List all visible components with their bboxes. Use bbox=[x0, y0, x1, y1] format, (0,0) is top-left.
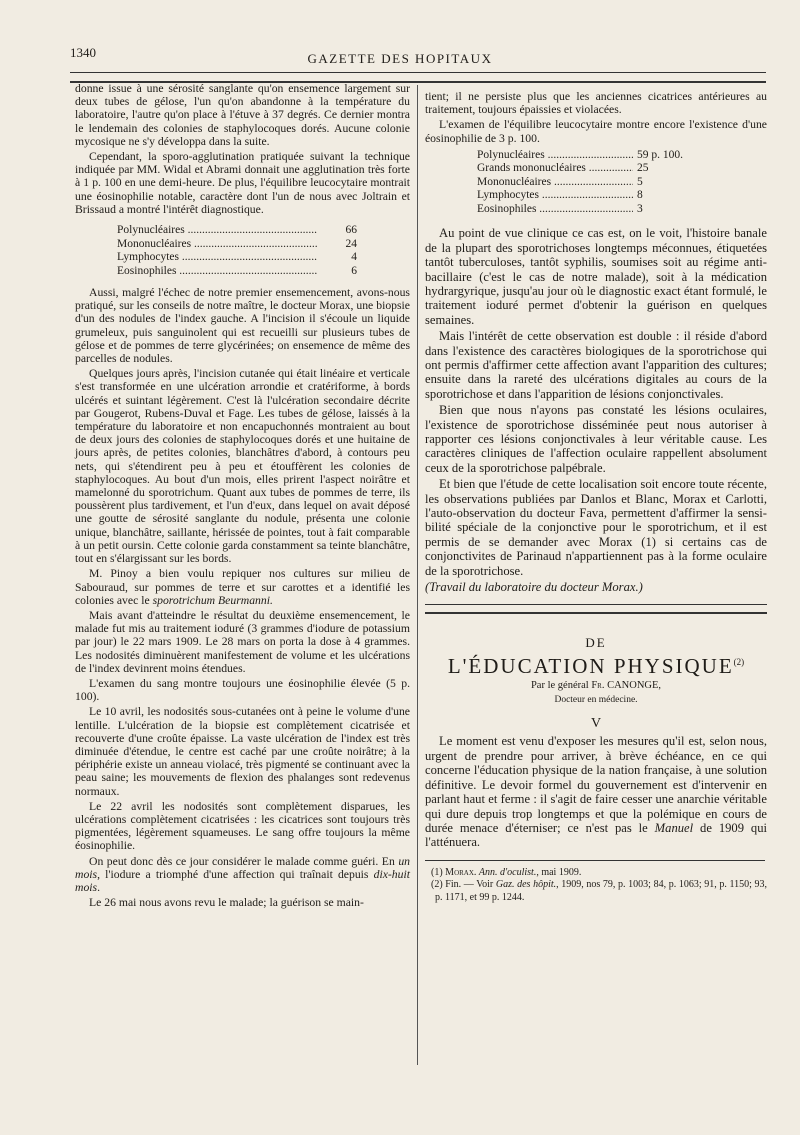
paragraph: donne issue à une sérosité sanglante qu'on ensemence largement sur deux tubes de gélose, l'un qu'on abandonne à la température du laboratoire, l'autre qu'on place à l'étuve à 37 degrés. Ce dernier montra le lendemain des colonies de staphylocoques dorés. Aucune colonie mycosique ne s'y développa dans la suite. bbox=[75, 82, 410, 148]
leucocyte-table-2 bbox=[477, 149, 707, 217]
table-row: Grands mononucléaires ..... 25 bbox=[477, 162, 707, 176]
table-row: Eosinophiles ..... 6 bbox=[117, 265, 357, 279]
table-row: Lymphocytes ..... 4 bbox=[117, 251, 357, 265]
left-column bbox=[75, 82, 410, 911]
paragraph: Le 22 avril les nodosités sont complètement disparues, les ulcérations complètement cicatrisées : les cicatrices sont toujours très pigmentées, légèrement squameuses. Le sang offre toujours la même éosinophilie. bbox=[75, 799, 410, 853]
paragraph: Au point de vue clinique ce cas est, on le voit, l'histoire banale de la plupart des sporotrichoses longtemps méconnues, étiquetées tantôt tuberculoses, tantôt syphilis, soumises soit au régime antibacillaire (c'est le cas de notre malade), soit à la médication hydrargyrique, jusqu'au jour où le diagnostic exact étant formulé, le traitement ioduré permet d'obtenir la guérison en quelques semaines. bbox=[425, 226, 767, 327]
article-credit: (Travail du laboratoire du docteur Morax.) bbox=[425, 580, 643, 595]
article-kicker: DE bbox=[585, 635, 607, 651]
paragraph: On peut donc dès ce jour considérer le malade comme guéri. En un mois, l'iodure a triomphé d'une affection qui traînait depuis dix-huit mois. bbox=[75, 854, 410, 894]
article-title: L'ÉDUCATION PHYSIQUE$^{(2)}$ bbox=[447, 653, 745, 678]
paragraph: M. Pinoy a bien voulu repiquer nos cultures sur milieu de Sabouraud, sur pommes de terre et sur carottes et a identifié les colonies avec le sporotrichum Beurmanni. bbox=[75, 567, 410, 607]
table-row: Eosinophiles ..... 3 bbox=[477, 203, 707, 217]
paragraph: L'examen du sang montre toujours une éosinophilie élevée (5 p. 100). bbox=[75, 676, 410, 704]
table-row: Polynucléaires ..... 66 bbox=[117, 224, 357, 238]
footnote-rule bbox=[425, 860, 765, 861]
leucocyte-table-1 bbox=[117, 224, 357, 278]
table-row: Polynucléaires ..... 59 p. 100. bbox=[477, 149, 707, 163]
paragraph: Mais l'intérêt de cette observation est double : il réside d'abord dans l'existence des caractères biologiques de la sporotrichose qui ont permis d'affirmer cette affection avant l'apparition des cultures; ensuite dans la rareté des ulcérations digitales au cours de la sporotrichose et dans l'apparition de lésions conjonctivales. bbox=[425, 329, 767, 401]
paragraph: Bien que nous n'ayons pas constaté les lésions oculaires, l'existence de sporotrichose disséminée peut nous autoriser à rapporter ces lésions conjonctivales à leur véritable cause. Les caractères cliniques de l'affection oculaire rappellent absolument ceux de la sporotrichose palpébrale. bbox=[425, 403, 767, 475]
paragraph: tient; il ne persiste plus que les anciennes cicatrices antérieures au traitement, toujours épaissies et violacées. bbox=[425, 90, 767, 117]
right-column bbox=[425, 90, 767, 904]
page-number: 1340 bbox=[70, 45, 96, 60]
journal-title: GAZETTE DES HOPITAUX bbox=[307, 51, 493, 66]
byline: Par le général Fr. CANONGE, bbox=[530, 679, 662, 691]
paragraph: Et bien que l'étude de cette localisation soit encore toute récente, les observations publiées par Danlos et Blanc, Morax et Carlotti, l'auto-observation du docteur Fava, permettent d'affirmer la sensibilité spéciale de la conjonctive pour le sporotrichum, et il est permis de se demander avec Morax (1) si certains cas de conjonctivites de Parinaud n'appartiennent pas à la forme oculaire de la sporotrichose. bbox=[425, 477, 767, 578]
paragraph: Le 10 avril, les nodosités sous-cutanées ont à peine le volume d'une lentille. L'ulcération de la biopsie est complètement cicatrisée et recouverte d'une croûte épaisse. La vaste ulcération de l'index est très diminuée d'étendue, le centre est caché par une croûte noirâtre; à la périphérie existe un anneau violacé, très pigmenté se continuant avec la peau saine; les mouvements de flexion des phalanges sont redevenus normaux. bbox=[75, 705, 410, 798]
footnote-1: (1) Morax. Ann. d'oculist., mai 1909. bbox=[431, 866, 582, 878]
paragraph: Le 26 mai nous avons revu le malade; la guérison se main- bbox=[89, 896, 364, 910]
paragraph: Aussi, malgré l'échec de notre premier ensemencement, avons-nous pratiqué, sur les conseils de notre maître, le docteur Morax, une biopsie d'un des nodules de l'index gauche. A l'incision il s'écoule un liquide grumeleux, puis sanguinolent qui est recueilli sur plusieurs tubes de gélose et de pommes de terre glycérinées; on ensemence de même des parcelles de nodules. bbox=[75, 286, 410, 366]
footnote-2: (2) Fin. — Voir Gaz. des hôpit., 1909, nos 79, p. 1003; 84, p. 1063; 91, p. 1150; 93, p. 1171, et 99 p. 1244. bbox=[431, 879, 768, 903]
byline-credential: Docteur en médecine. bbox=[554, 695, 638, 706]
paragraph: Quelques jours après, l'incision cutanée qui était linéaire et verticale s'est transformée en une ulcération arrondie et cratériforme, à bords ulcérés et suintant légèrement. C'est là l'ulcération secondaire décrite par Gougerot, Rubens-Duval et Fage. Les tubes de gélose, laissés à la température du laboratoire et non encapuchonnés montraient au bout de deux jours des colonies de staphylocoques dorés et une huitaine de jours après, de petites colonies, blanchâtres d'abord, à contours peu nets, qui s'étendirent peu à peu et étouffèrent les colonies de staphylocoques. Au bout d'un mois, elles prirent l'aspect noirâtre et mamelonné du sporotrichum. Quant aux tubes de pommes de terre, ils poussèrent plus tardivement, et l'un d'eux, dans lequel on avait déposé une goutte de sérosité sanglante du nodule, présenta une colonie unique, blanchâtre, saillante, hérissée de pointes, tout à fait comparable à un petit oursin. Cette colonie garda constamment sa teinte blanchâtre, tout en s'élargissant sur les bords. bbox=[75, 367, 410, 566]
table-row: Lymphocytes ..... 8 bbox=[477, 189, 707, 203]
section-numeral: V bbox=[590, 716, 602, 732]
table-row: Mononucléaires ..... 24 bbox=[117, 238, 357, 252]
column-divider bbox=[417, 85, 418, 1065]
paragraph: Le moment est venu d'exposer les mesures qu'il est, selon nous, urgent de prendre pour arriver, à brève échéance, en ce qui concerne l'éducation physique de la nation française, à une solution définitive. Le devoir formel du gouvernement est d'intervenir en parlant haut et ferme : il s'agit de faire cesser une anarchie véritable qui dure depuis trop longtemps et que la polémique en cours de durée menace d'éterniser; ce n'est pas le Manuel de 1909 qui l'atténuera. bbox=[425, 734, 767, 850]
paragraph: L'examen de l'équilibre leucocytaire montre encore l'existence d'une éosinophilie de 3 p. 100. bbox=[425, 118, 767, 145]
paragraph: Cependant, la sporo-agglutination pratiquée suivant la technique indiquée par MM. Widal et Abrami donnait une agglutination très forte à 1 p. 100 en une demi-heure. De plus, l'équilibre leucocytaire montrait une éosinophilie notable, caractère dont l'un de nous avec Joltrain et Brissaud a montré l'intérêt diagnostique. bbox=[75, 150, 410, 216]
section-divider bbox=[425, 604, 767, 614]
paragraph: Mais avant d'atteindre le résultat du deuxième ensemencement, le malade fut mis au traitement ioduré (3 grammes d'iodure de potassium par jour) le 22 mars 1909. Le 28 mars on porta la dose à 4 grammes. Les nodosités diminuèrent manifestement de volume et les ulcérations de l'index devinrent moins étendues. bbox=[75, 608, 410, 675]
table-row: Mononucléaires ..... 5 bbox=[477, 176, 707, 190]
